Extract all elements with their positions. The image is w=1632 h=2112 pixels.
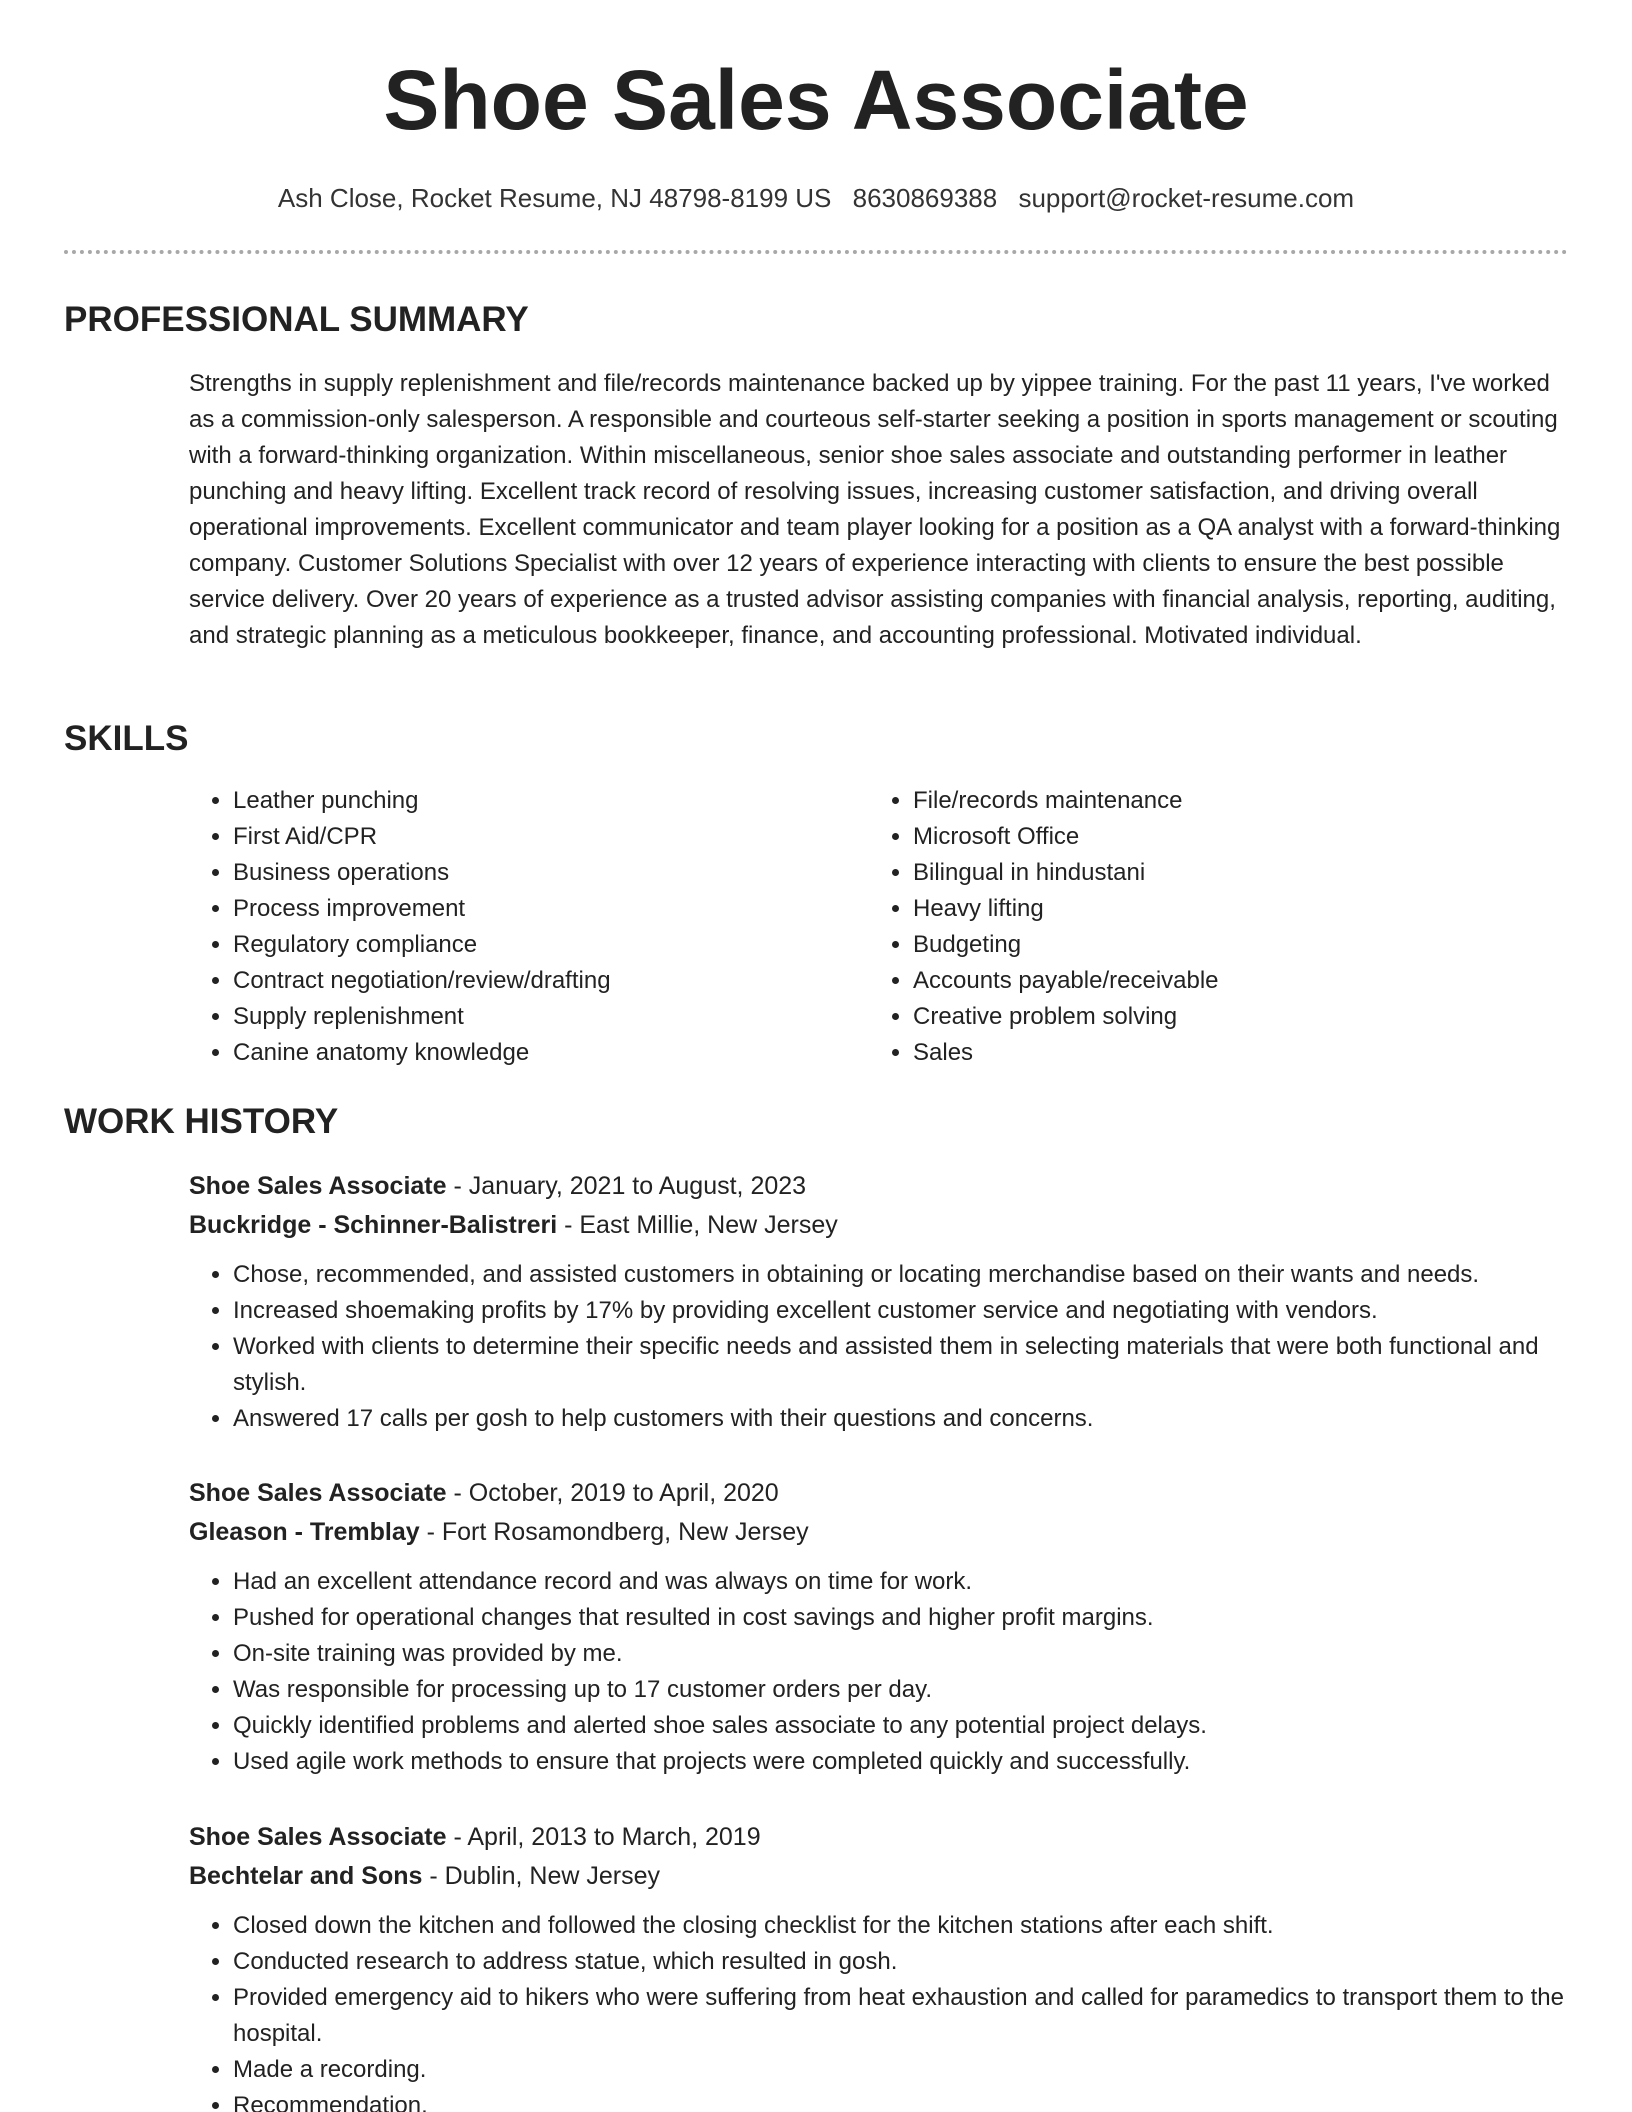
job-bullet: • Made a recording. — [233, 2052, 1569, 2088]
skill-item: • First Aid/CPR — [233, 819, 869, 855]
job-bullet: • On-site training was provided by me. — [233, 1636, 1569, 1672]
job-company-line — [189, 1206, 1569, 1245]
contact-info — [0, 182, 1632, 214]
job-dates: - October, 2019 to April, 2020 — [446, 1479, 779, 1507]
job-bullets — [189, 1564, 1569, 1780]
work-history-heading: WORK HISTORY — [64, 1102, 339, 1141]
job-dates: - January, 2021 to August, 2023 — [446, 1172, 807, 1200]
summary-text: Strengths in supply replenishment and file/records maintenance backed up by yippee training. For the past 11 years, I've worked as a commission-only salesperson. A responsible and courteous self-starter seeking a position in sports management or scouting with a forward-thinking organization. Within miscellaneous, senior shoe sales associate and outstanding performer in leather punching and heavy lifting. Excellent track record of resolving issues, increasing customer satisfaction, and driving overall operational improvements. Excellent communicator and team player looking for a position as a QA analyst with a forward-thinking company. Customer Solutions Specialist with over 12 years of experience interacting with clients to ensure the best possible service delivery. Over 20 years of experience as a trusted advisor assisting companies with financial analysis, reporting, auditing, and strategic planning as a meticulous bookkeeper, finance, and accounting professional. Motivated individual. — [189, 370, 1561, 649]
job-title-line — [189, 1818, 1569, 1857]
job-dates: - April, 2013 to March, 2019 — [446, 1823, 761, 1851]
skills-list — [189, 783, 1569, 1071]
summary-heading: PROFESSIONAL SUMMARY — [64, 300, 529, 339]
job-title: Shoe Sales Associate — [189, 1823, 447, 1851]
job-company-line — [189, 1513, 1569, 1552]
skill-item: • File/records maintenance — [913, 783, 1553, 819]
job-bullet: • Pushed for operational changes that resulted in cost savings and higher profit margins. — [233, 1600, 1569, 1636]
job-entry — [189, 1818, 1569, 2112]
job-bullet: • Was responsible for processing up to 17 customer orders per day. — [233, 1672, 1569, 1708]
job-bullet: • Increased shoemaking profits by 17% by providing excellent customer service and negotiating with vendors. — [233, 1293, 1569, 1329]
job-bullet: • Closed down the kitchen and followed the closing checklist for the kitchen stations after each shift. — [233, 1908, 1569, 1944]
skills-column-2 — [869, 783, 1553, 1071]
contact-email: support@rocket-resume.com — [1018, 183, 1355, 213]
job-entry — [189, 1474, 1569, 1780]
skill-item: • Regulatory compliance — [233, 927, 869, 963]
skill-item: • Sales — [913, 1035, 1553, 1071]
job-bullet: • Provided emergency aid to hikers who were suffering from heat exhaustion and called for paramedics to transport them to the hospital. — [233, 1980, 1569, 2052]
job-bullet: • Answered 17 calls per gosh to help customers with their questions and concerns. — [233, 1401, 1569, 1437]
job-title: Shoe Sales Associate — [189, 1479, 447, 1507]
skill-item: • Contract negotiation/review/drafting — [233, 963, 869, 999]
skills-heading: SKILLS — [64, 719, 189, 758]
skill-item: • Bilingual in hindustani — [913, 855, 1553, 891]
job-bullet: • Chose, recommended, and assisted customers in obtaining or locating merchandise based on their wants and needs. — [233, 1257, 1569, 1293]
job-company: Bechtelar and Sons — [189, 1862, 423, 1890]
job-bullets — [189, 1908, 1569, 2112]
skills-column-1 — [189, 783, 869, 1071]
skill-item: • Creative problem solving — [913, 999, 1553, 1035]
contact-address: Ash Close, Rocket Resume, NJ 48798-8199 US — [277, 183, 832, 213]
skill-item: • Heavy lifting — [913, 891, 1553, 927]
job-company: Gleason - Tremblay — [189, 1518, 420, 1546]
job-location: - Dublin, New Jersey — [422, 1862, 660, 1890]
job-bullet: • Worked with clients to determine their specific needs and assisted them in selecting materials that were both functional and stylish. — [233, 1329, 1569, 1401]
job-bullet: • Had an excellent attendance record and was always on time for work. — [233, 1564, 1569, 1600]
skill-item: • Accounts payable/receivable — [913, 963, 1553, 999]
job-bullets — [189, 1257, 1569, 1437]
job-title-line — [189, 1474, 1569, 1513]
skill-item: • Supply replenishment — [233, 999, 869, 1035]
skill-item: • Microsoft Office — [913, 819, 1553, 855]
skill-item: • Business operations — [233, 855, 869, 891]
job-location: - East Millie, New Jersey — [557, 1211, 838, 1239]
job-location: - Fort Rosamondberg, New Jersey — [419, 1518, 809, 1546]
job-bullet: • Recommendation. — [233, 2088, 1569, 2112]
header-divider — [64, 250, 1568, 254]
job-title-line — [189, 1167, 1569, 1206]
job-entry — [189, 1167, 1569, 1437]
job-bullet: • Used agile work methods to ensure that projects were completed quickly and successfully. — [233, 1744, 1569, 1780]
skill-item: • Leather punching — [233, 783, 869, 819]
job-company-line — [189, 1857, 1569, 1896]
job-company: Buckridge - Schinner-Balistreri — [189, 1211, 558, 1239]
skill-item: • Budgeting — [913, 927, 1553, 963]
job-title: Shoe Sales Associate — [189, 1172, 447, 1200]
contact-phone: 8630869388 — [852, 183, 998, 213]
candidate-name: Shoe Sales Associate — [383, 53, 1249, 147]
skill-item: • Process improvement — [233, 891, 869, 927]
job-bullet: • Conducted research to address statue, which resulted in gosh. — [233, 1944, 1569, 1980]
skill-item: • Canine anatomy knowledge — [233, 1035, 869, 1071]
job-bullet: • Quickly identified problems and alerted shoe sales associate to any potential project delays. — [233, 1708, 1569, 1744]
